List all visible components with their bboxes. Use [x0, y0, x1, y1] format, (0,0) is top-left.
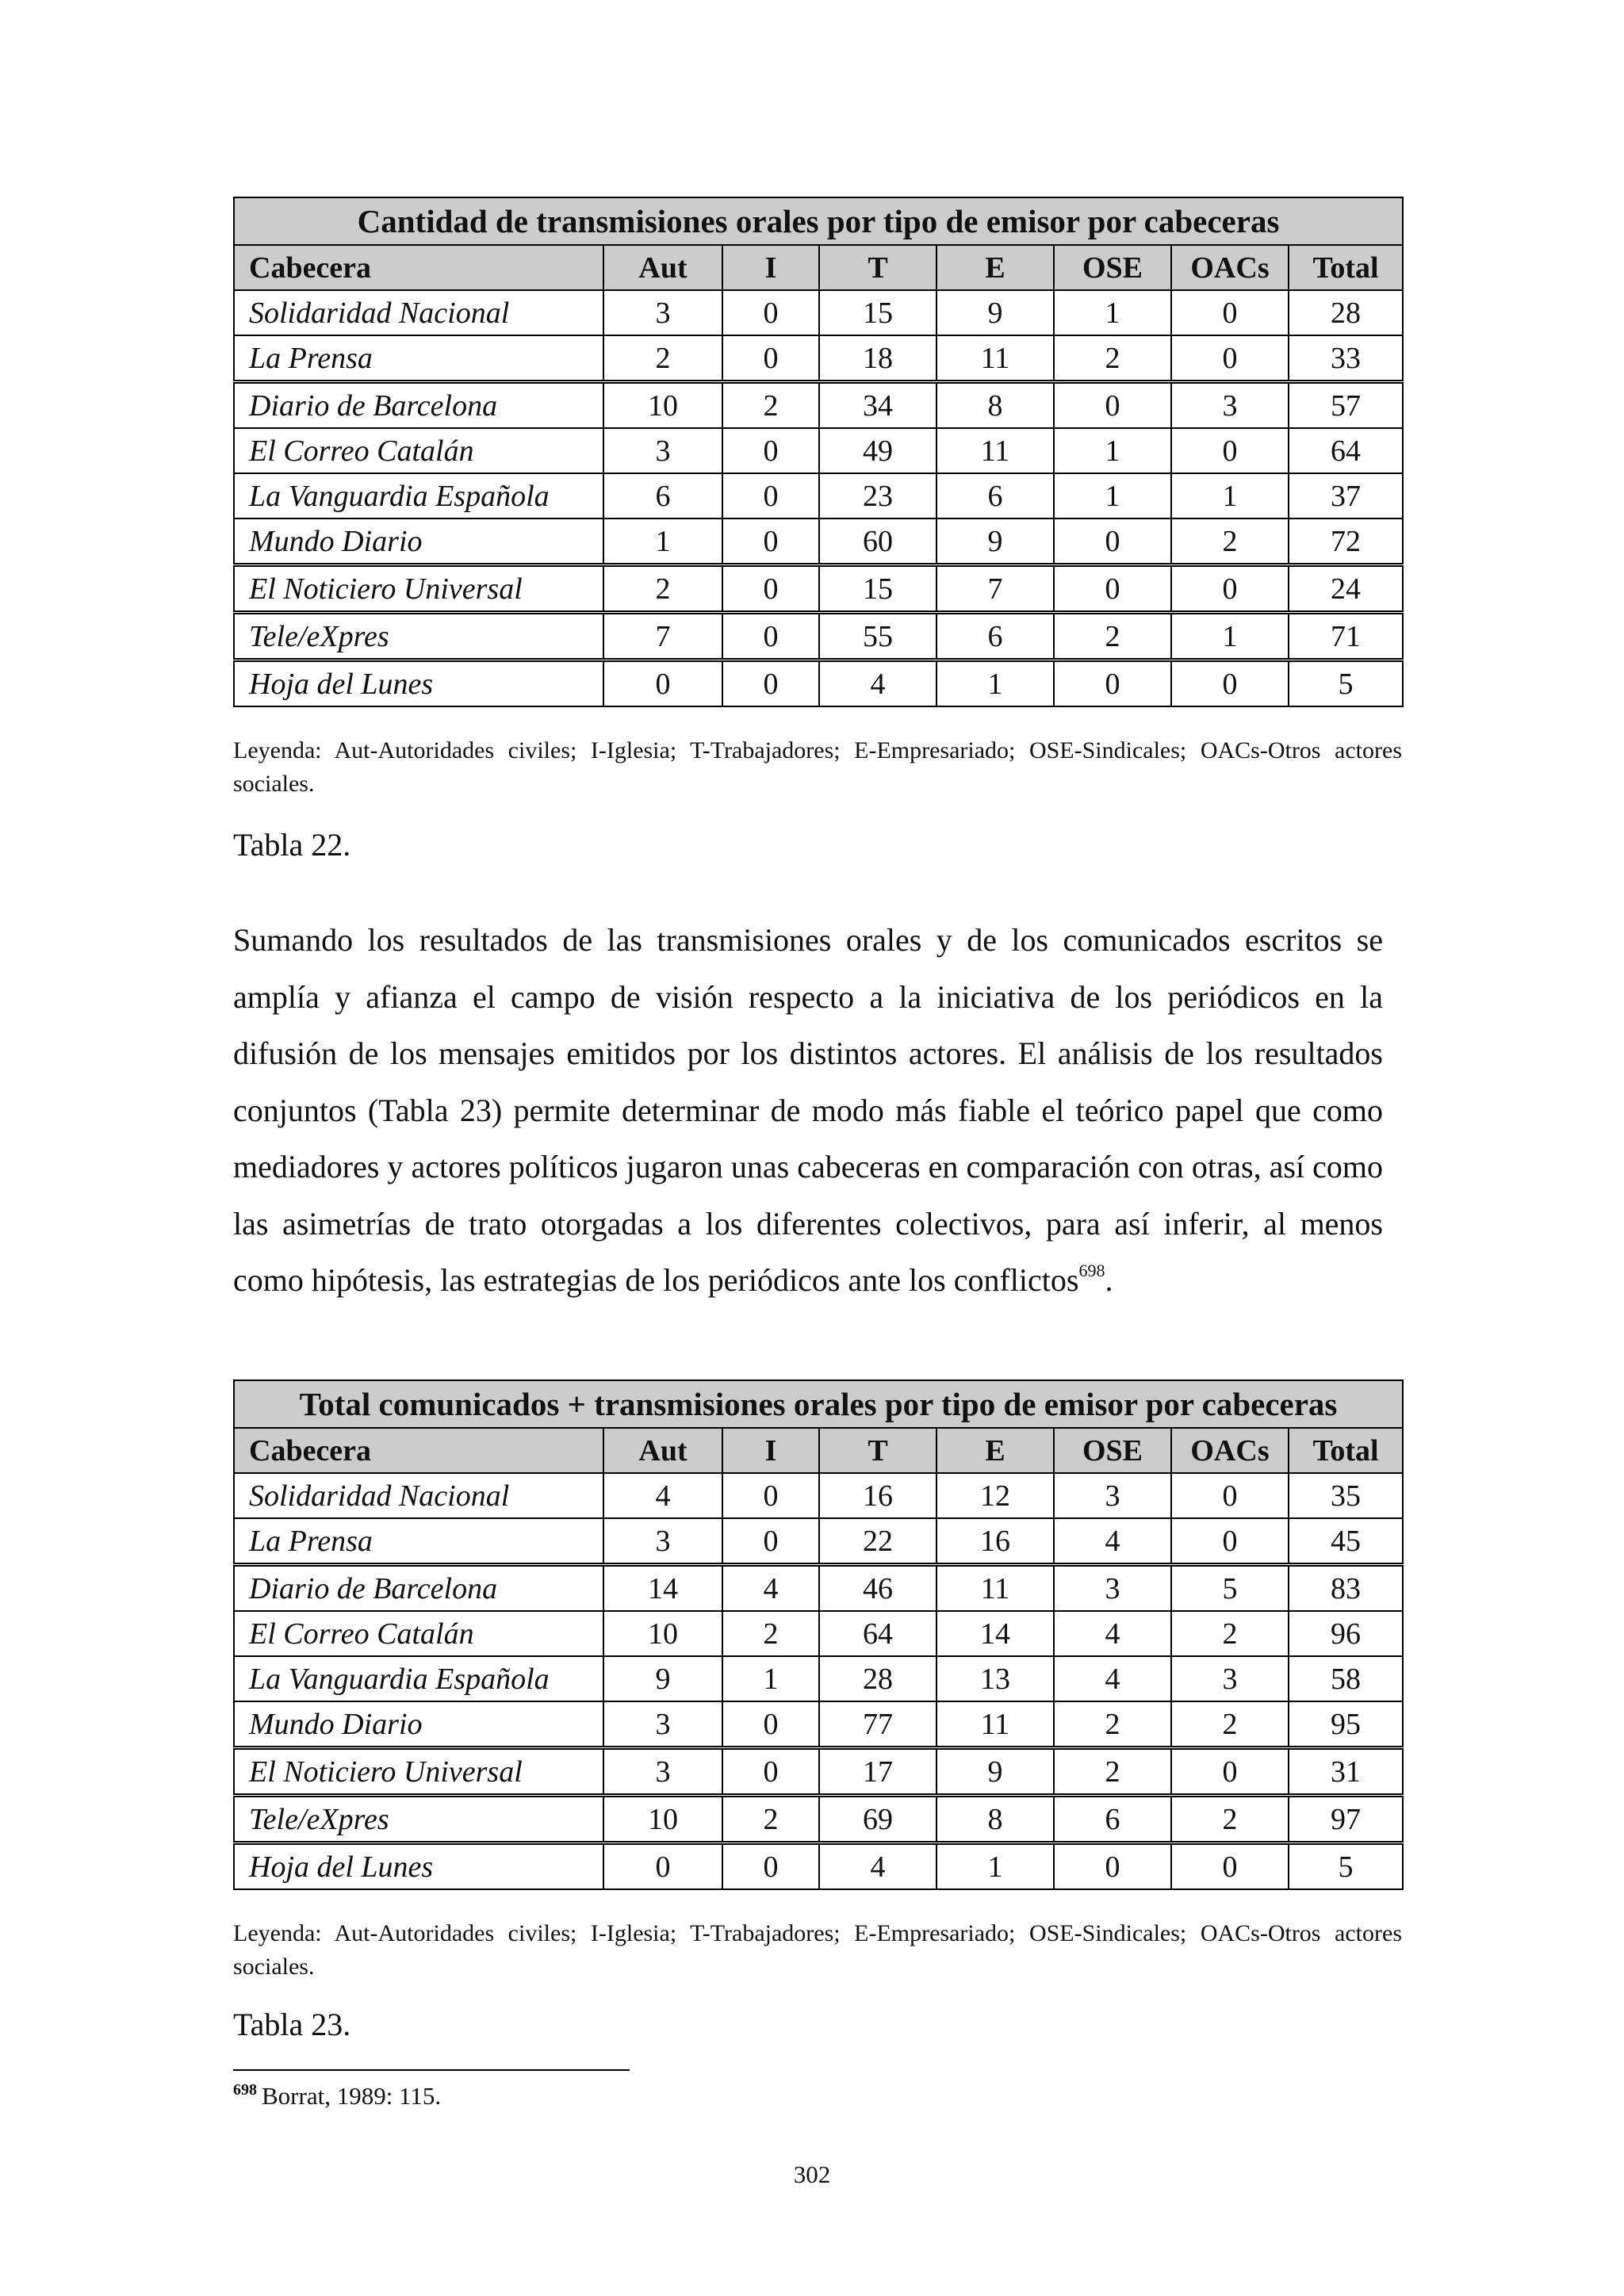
data-cell: 3: [603, 1518, 722, 1565]
table-row: [234, 382, 1403, 429]
data-cell: 28: [1289, 290, 1403, 335]
row-header-cell: Hoja del Lunes: [234, 1843, 603, 1890]
data-cell: 1: [722, 1656, 819, 1701]
data-cell: 0: [1171, 660, 1289, 707]
data-cell: 2: [1171, 1796, 1289, 1843]
data-cell: 34: [819, 382, 936, 429]
data-cell: 18: [819, 335, 936, 382]
data-cell: 3: [1171, 382, 1289, 429]
data-cell: 0: [722, 1473, 819, 1518]
table-legend: Leyenda: Aut-Autoridades civiles; I-Iglesia; T-Trabajadores; E-Empresariado; OSE-Sindicales; OACs-Otros actores sociales.: [233, 1920, 1402, 1980]
table-title: Total comunicados + transmisiones orales por tipo de emisor por cabeceras: [234, 1380, 1403, 1428]
data-cell: 1: [1171, 473, 1289, 519]
data-cell: 0: [722, 290, 819, 335]
data-cell: 28: [819, 1656, 936, 1701]
table-row: [234, 1748, 1403, 1796]
column-header: OSE: [1054, 245, 1171, 290]
data-cell: 0: [603, 1843, 722, 1890]
data-cell: 0: [1171, 565, 1289, 613]
data-cell: 0: [1171, 335, 1289, 382]
column-header: Cabecera: [234, 1428, 603, 1473]
data-cell: 5: [1289, 1843, 1403, 1890]
column-header: OACs: [1171, 1428, 1289, 1473]
data-cell: 2: [1054, 335, 1171, 382]
data-cell: 71: [1289, 613, 1403, 660]
data-cell: 0: [722, 1748, 819, 1796]
data-cell: 0: [1171, 1748, 1289, 1796]
table-row: [234, 473, 1403, 519]
data-cell: 95: [1289, 1701, 1403, 1748]
data-cell: 2: [722, 1796, 819, 1843]
footnote-divider: [233, 2069, 630, 2071]
table-row: [234, 1843, 1403, 1890]
data-cell: 37: [1289, 473, 1403, 519]
column-header: Cabecera: [234, 245, 603, 290]
column-header: Total: [1289, 245, 1403, 290]
data-cell: 83: [1289, 1565, 1403, 1612]
data-cell: 11: [936, 1701, 1054, 1748]
data-cell: 1: [1054, 428, 1171, 473]
data-cell: 12: [936, 1473, 1054, 1518]
data-cell: 0: [722, 1843, 819, 1890]
data-cell: 33: [1289, 335, 1403, 382]
row-header-cell: La Vanguardia Española: [234, 473, 603, 519]
data-cell: 57: [1289, 382, 1403, 429]
data-cell: 4: [603, 1473, 722, 1518]
footnote-text: Borrat, 1989: 115.: [262, 2082, 442, 2110]
data-cell: 8: [936, 382, 1054, 429]
data-cell: 1: [1054, 290, 1171, 335]
column-header: T: [819, 1428, 936, 1473]
row-header-cell: Tele/eXpres: [234, 613, 603, 660]
column-header: Aut: [603, 1428, 722, 1473]
column-header: T: [819, 245, 936, 290]
data-cell: 3: [603, 290, 722, 335]
data-cell: 0: [722, 428, 819, 473]
data-cell: 0: [722, 1701, 819, 1748]
data-cell: 97: [1289, 1796, 1403, 1843]
data-cell: 2: [1054, 1701, 1171, 1748]
paragraph-text: Sumando los resultados de las transmisiones orales y de los comunicados escritos se amplía y afianza el campo de visión respecto a la iniciativa de los periódicos en la difusión de los mensajes emitidos por los distintos actores. El análisis de los resultados conjuntos (Tabla 23) permite determinar de modo más fiable el teórico papel que como mediadores y actores políticos jugaron unas cabeceras en comparación con otras, así como las asimetrías de trato otorgadas a los diferentes colectivos, para así inferir, al menos como hipótesis, las estrategias de los periódicos ante los conflictos: [233, 922, 1383, 1298]
table-row: [234, 1796, 1403, 1843]
row-header-cell: El Correo Catalán: [234, 428, 603, 473]
data-cell: 17: [819, 1748, 936, 1796]
table-caption: Tabla 23.: [233, 2007, 351, 2042]
table-title: Cantidad de transmisiones orales por tipo de emisor por cabeceras: [234, 197, 1403, 245]
row-header-cell: Mundo Diario: [234, 519, 603, 565]
data-cell: 0: [1171, 428, 1289, 473]
data-cell: 4: [1054, 1656, 1171, 1701]
row-header-cell: La Prensa: [234, 335, 603, 382]
data-cell: 6: [936, 613, 1054, 660]
table-row: [234, 1473, 1403, 1518]
data-cell: 96: [1289, 1611, 1403, 1656]
data-cell: 1: [936, 1843, 1054, 1890]
row-header-cell: La Vanguardia Española: [234, 1656, 603, 1701]
data-cell: 9: [936, 1748, 1054, 1796]
data-cell: 2: [1171, 1701, 1289, 1748]
data-cell: 0: [1171, 290, 1289, 335]
data-cell: 0: [1054, 565, 1171, 613]
data-cell: 64: [819, 1611, 936, 1656]
column-header: OACs: [1171, 245, 1289, 290]
table-row: [234, 1611, 1403, 1656]
data-cell: 2: [722, 1611, 819, 1656]
data-cell: 6: [936, 473, 1054, 519]
data-cell: 11: [936, 335, 1054, 382]
page-number: 302: [793, 2160, 831, 2188]
column-header: E: [936, 245, 1054, 290]
data-cell: 3: [603, 1748, 722, 1796]
data-cell: 0: [1171, 1473, 1289, 1518]
data-cell: 2: [1171, 1611, 1289, 1656]
data-cell: 2: [1054, 1748, 1171, 1796]
data-cell: 8: [936, 1796, 1054, 1843]
data-cell: 5: [1289, 660, 1403, 707]
row-header-cell: Solidaridad Nacional: [234, 1473, 603, 1518]
data-cell: 0: [722, 565, 819, 613]
data-cell: 6: [1054, 1796, 1171, 1843]
data-cell: 0: [722, 473, 819, 519]
data-cell: 4: [722, 1565, 819, 1612]
row-header-cell: Hoja del Lunes: [234, 660, 603, 707]
data-cell: 0: [722, 660, 819, 707]
data-cell: 1: [1054, 473, 1171, 519]
data-cell: 14: [603, 1565, 722, 1612]
data-cell: 3: [1171, 1656, 1289, 1701]
data-cell: 10: [603, 382, 722, 429]
data-cell: 64: [1289, 428, 1403, 473]
data-cell: 6: [603, 473, 722, 519]
table-row: [234, 660, 1403, 707]
row-header-cell: Diario de Barcelona: [234, 382, 603, 429]
column-header: E: [936, 1428, 1054, 1473]
data-cell: 58: [1289, 1656, 1403, 1701]
data-cell: 11: [936, 1565, 1054, 1612]
data-cell: 9: [936, 290, 1054, 335]
data-cell: 7: [936, 565, 1054, 613]
table-row: [234, 613, 1403, 660]
data-cell: 0: [722, 1518, 819, 1565]
data-cell: 5: [1171, 1565, 1289, 1612]
data-cell: 72: [1289, 519, 1403, 565]
table-caption: Tabla 22.: [233, 827, 351, 863]
data-cell: 22: [819, 1518, 936, 1565]
data-cell: 0: [1054, 382, 1171, 429]
data-cell: 4: [819, 1843, 936, 1890]
data-cell: 77: [819, 1701, 936, 1748]
table-23: [233, 1380, 1404, 1890]
data-cell: 55: [819, 613, 936, 660]
data-cell: 10: [603, 1611, 722, 1656]
data-cell: 14: [936, 1611, 1054, 1656]
data-cell: 7: [603, 613, 722, 660]
table-row: [234, 335, 1403, 382]
row-header-cell: El Noticiero Universal: [234, 565, 603, 613]
data-cell: 3: [603, 1701, 722, 1748]
data-cell: 2: [603, 335, 722, 382]
footnote-number: 698: [233, 2081, 257, 2099]
row-header-cell: El Correo Catalán: [234, 1611, 603, 1656]
data-cell: 3: [1054, 1473, 1171, 1518]
paragraph-end: .: [1105, 1262, 1113, 1298]
data-cell: 3: [1054, 1565, 1171, 1612]
data-cell: 13: [936, 1656, 1054, 1701]
data-cell: 15: [819, 290, 936, 335]
data-cell: 31: [1289, 1748, 1403, 1796]
data-cell: 2: [1054, 613, 1171, 660]
data-cell: 0: [722, 519, 819, 565]
row-header-cell: Tele/eXpres: [234, 1796, 603, 1843]
data-cell: 60: [819, 519, 936, 565]
table-22: [233, 197, 1404, 707]
data-cell: 2: [1171, 519, 1289, 565]
data-cell: 11: [936, 428, 1054, 473]
data-cell: 15: [819, 565, 936, 613]
data-cell: 1: [936, 660, 1054, 707]
table-row: [234, 428, 1403, 473]
data-cell: 4: [819, 660, 936, 707]
row-header-cell: Solidaridad Nacional: [234, 290, 603, 335]
data-cell: 0: [1054, 660, 1171, 707]
column-header: Total: [1289, 1428, 1403, 1473]
column-header: OSE: [1054, 1428, 1171, 1473]
data-cell: 2: [722, 382, 819, 429]
table-row: [234, 1701, 1403, 1748]
data-cell: 23: [819, 473, 936, 519]
data-cell: 0: [1054, 519, 1171, 565]
footnote: [233, 2081, 441, 2110]
data-cell: 0: [722, 335, 819, 382]
column-header: Aut: [603, 245, 722, 290]
data-cell: 0: [722, 613, 819, 660]
footnote-reference[interactable]: 698: [1078, 1261, 1105, 1280]
table-row: [234, 519, 1403, 565]
data-cell: 46: [819, 1565, 936, 1612]
data-cell: 2: [603, 565, 722, 613]
data-cell: 9: [603, 1656, 722, 1701]
row-header-cell: Diario de Barcelona: [234, 1565, 603, 1612]
table-row: [234, 1518, 1403, 1565]
data-cell: 16: [936, 1518, 1054, 1565]
data-cell: 49: [819, 428, 936, 473]
column-header: I: [722, 1428, 819, 1473]
data-cell: 0: [1171, 1518, 1289, 1565]
data-cell: 0: [603, 660, 722, 707]
data-cell: 24: [1289, 565, 1403, 613]
data-cell: 69: [819, 1796, 936, 1843]
row-header-cell: Mundo Diario: [234, 1701, 603, 1748]
data-cell: 9: [936, 519, 1054, 565]
data-cell: 3: [603, 428, 722, 473]
data-cell: 4: [1054, 1611, 1171, 1656]
data-cell: 35: [1289, 1473, 1403, 1518]
table-row: [234, 1565, 1403, 1612]
data-cell: 45: [1289, 1518, 1403, 1565]
data-cell: 10: [603, 1796, 722, 1843]
data-cell: 1: [1171, 613, 1289, 660]
data-cell: 4: [1054, 1518, 1171, 1565]
body-paragraph: [233, 912, 1383, 1309]
column-header: I: [722, 245, 819, 290]
data-cell: 0: [1054, 1843, 1171, 1890]
data-cell: 0: [1171, 1843, 1289, 1890]
row-header-cell: La Prensa: [234, 1518, 603, 1565]
table-row: [234, 565, 1403, 613]
table-row: [234, 1656, 1403, 1701]
table-legend: Leyenda: Aut-Autoridades civiles; I-Iglesia; T-Trabajadores; E-Empresariado; OSE-Sindicales; OACs-Otros actores sociales.: [233, 737, 1402, 797]
data-cell: 16: [819, 1473, 936, 1518]
data-cell: 1: [603, 519, 722, 565]
row-header-cell: El Noticiero Universal: [234, 1748, 603, 1796]
table-row: [234, 290, 1403, 335]
